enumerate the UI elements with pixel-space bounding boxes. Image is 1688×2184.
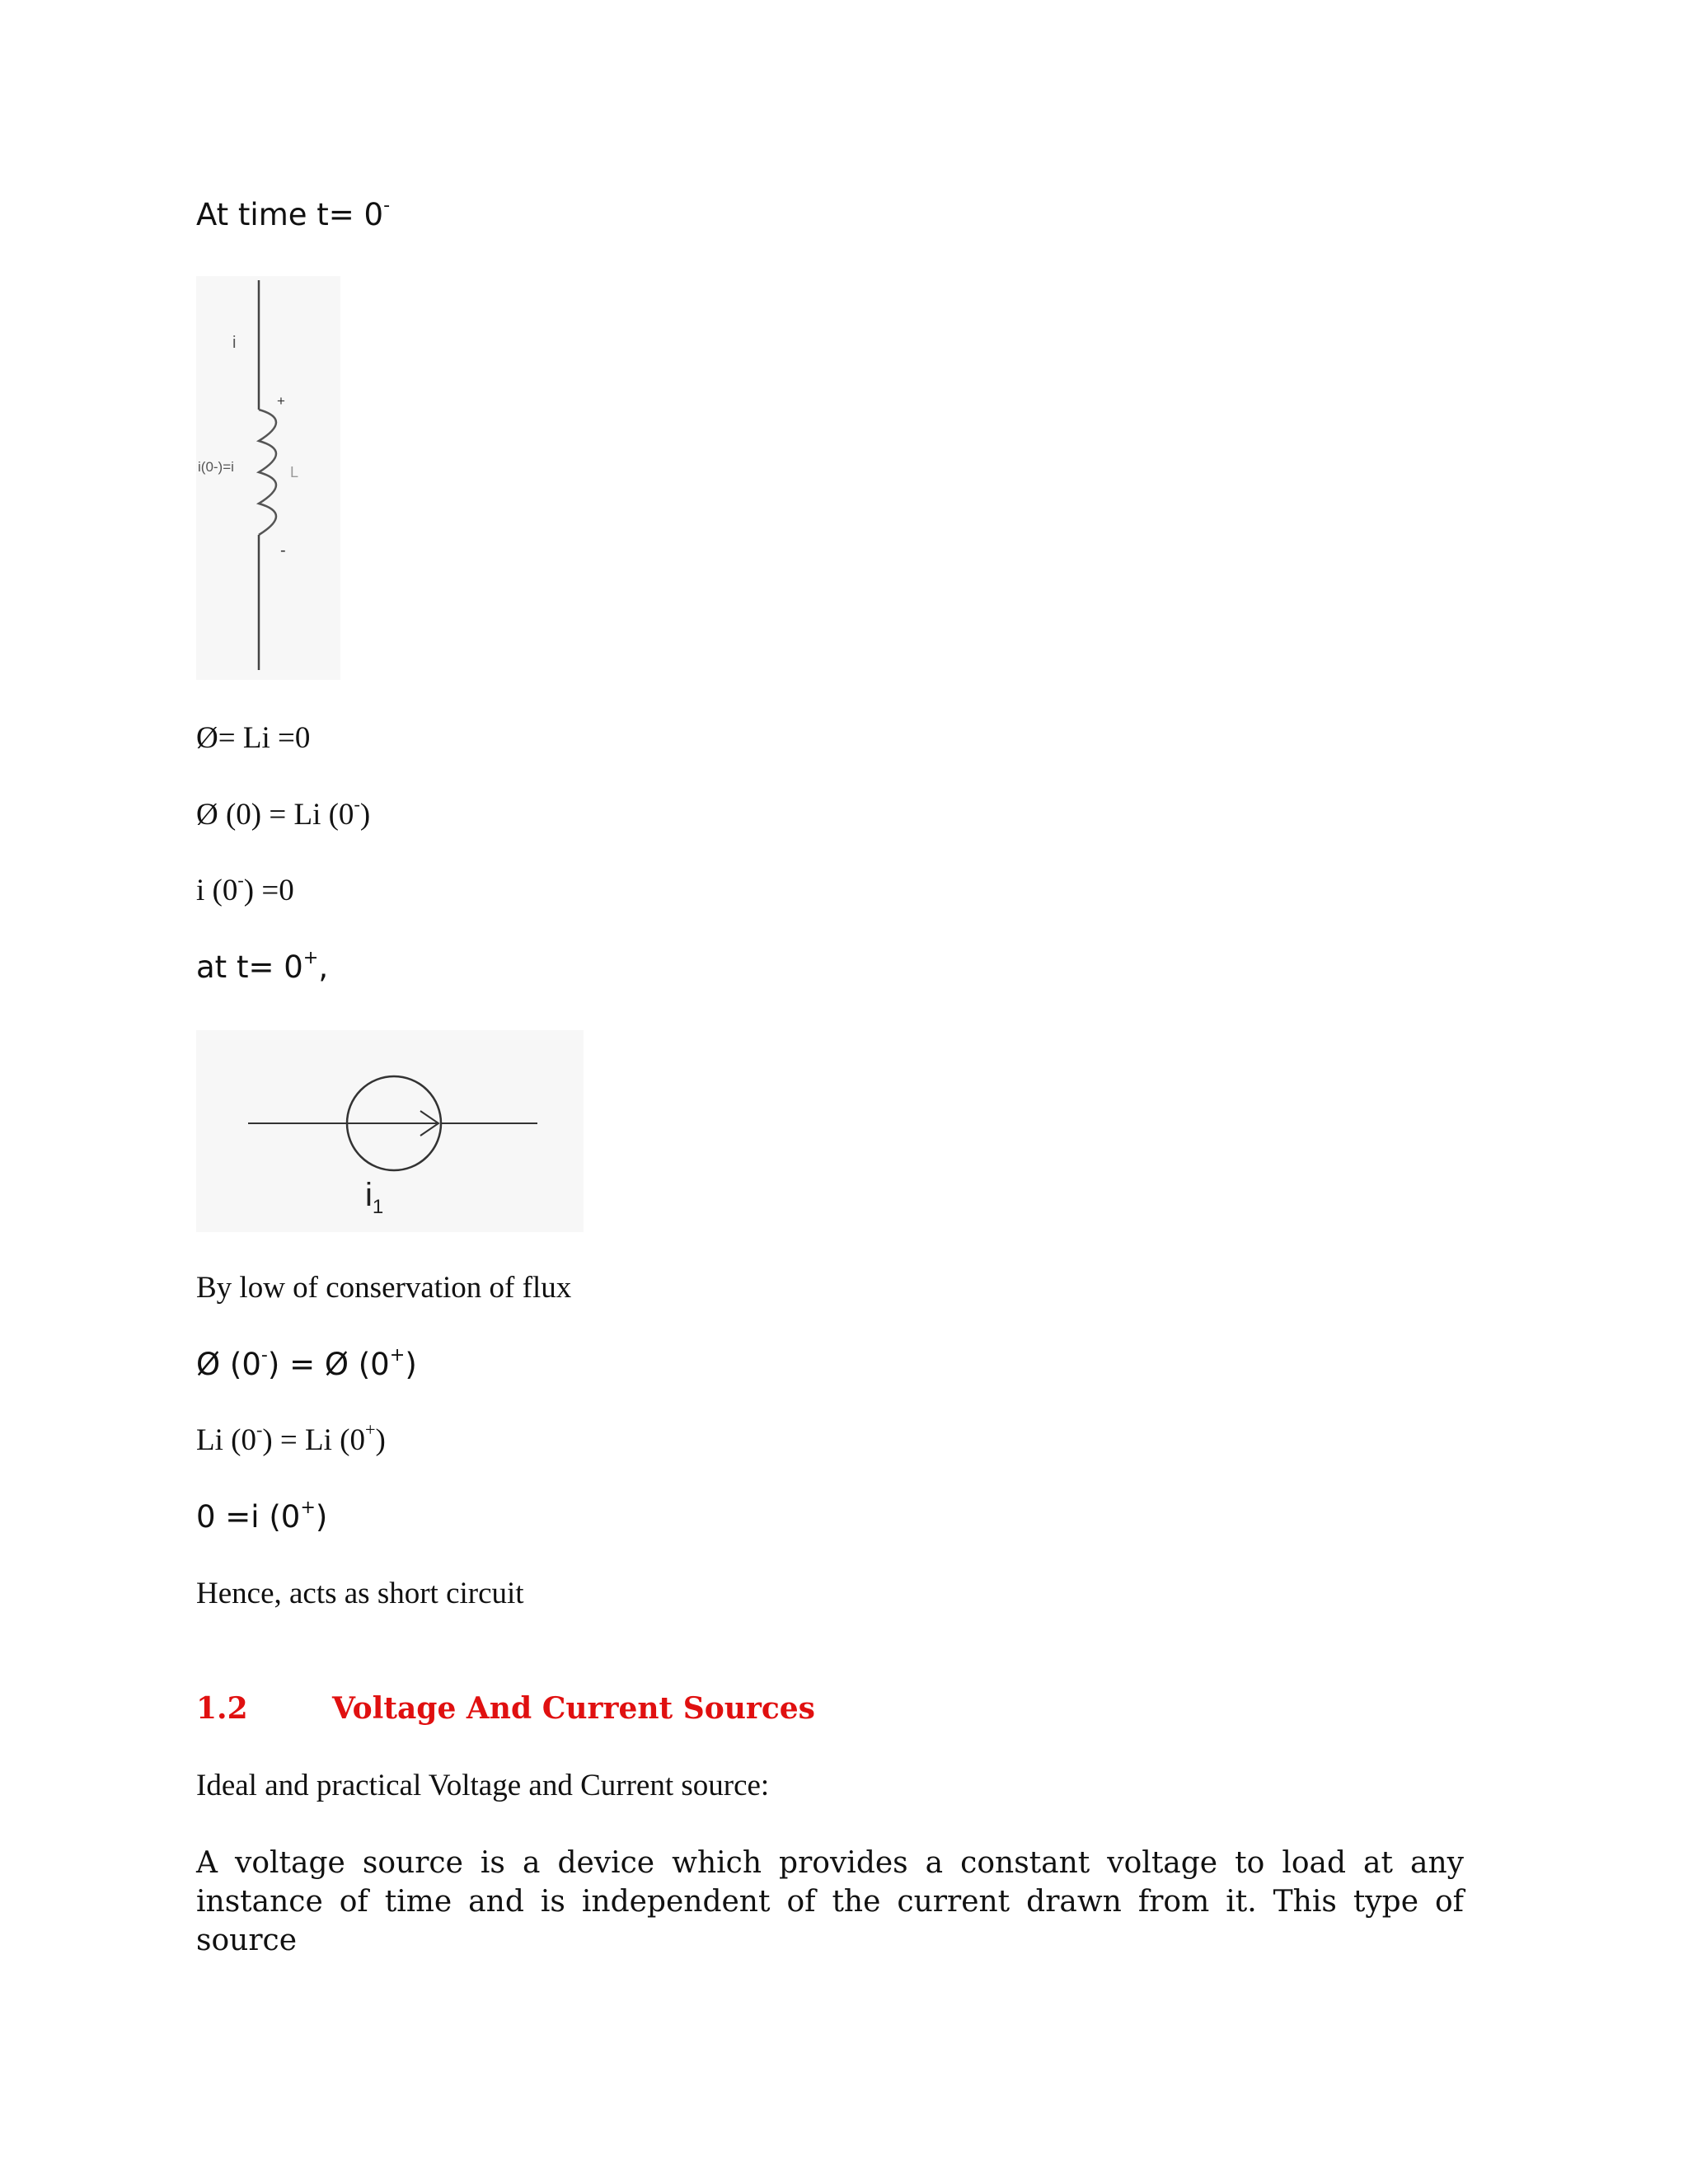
source-current-symbol: i <box>365 1177 373 1213</box>
eq-sup: - <box>354 794 360 815</box>
eq-part: ) = Li (0 <box>262 1423 365 1457</box>
eq-part: 0 =i (0 <box>196 1499 301 1535</box>
current-zero-equation <box>196 869 294 910</box>
inductor-L-label: L <box>290 464 299 480</box>
conclusion-statement: Hence, acts as short circuit <box>196 1577 524 1610</box>
eq-part: , <box>318 949 329 985</box>
section-number: 1.2 <box>196 1691 248 1726</box>
inductor-initial-current-label: i(0-)=i <box>198 459 234 475</box>
eq-part: Ø (0) = Li (0 <box>196 798 354 832</box>
time-label-text: At time t= 0 <box>196 197 384 232</box>
eq-part: at t= 0 <box>196 949 303 985</box>
current-source-figure <box>196 1030 584 1232</box>
eq-sup: - <box>237 869 244 891</box>
section-title: Voltage And Current Sources <box>332 1691 815 1726</box>
eq-part: ) =0 <box>243 874 294 907</box>
eq-part: ) <box>359 798 371 832</box>
eq-sup: + <box>389 1344 406 1366</box>
eq-part: ) = Ø (0 <box>267 1347 390 1382</box>
li-conservation-equation <box>196 1419 386 1460</box>
zero-current-equation <box>196 1498 327 1536</box>
flux-conservation-equation <box>196 1346 417 1384</box>
source-current-subscript: 1 <box>372 1196 384 1218</box>
eq-part: ) <box>405 1347 417 1382</box>
eq-part: i (0 <box>196 874 238 907</box>
inductor-figure <box>196 276 340 680</box>
eq-sup: - <box>260 1344 268 1366</box>
eq-part: ) <box>315 1499 328 1535</box>
paragraph-line: instance of time and is independent of the current drawn from it. This type of source <box>196 1885 1464 1957</box>
subheading: Ideal and practical Voltage and Current source: <box>196 1769 770 1802</box>
inductor-plus-label: + <box>277 393 285 409</box>
flux-at-zero-equation <box>196 796 370 834</box>
eq-part: Li (0 <box>196 1423 256 1457</box>
source-current-label <box>365 1177 384 1218</box>
conservation-statement: By low of conservation of flux <box>196 1271 572 1305</box>
eq-sup: - <box>256 1419 263 1441</box>
eq-part: ) <box>375 1423 386 1457</box>
flux-equation: Ø= Li =0 <box>196 721 311 755</box>
current-source-diagram <box>196 1030 584 1232</box>
eq-sup: + <box>300 1497 316 1519</box>
time-label-before <box>196 196 390 234</box>
inductor-current-label: i <box>232 334 237 352</box>
paragraph-line: A voltage source is a device which provides a constant voltage to load at any <box>196 1846 1464 1880</box>
inductor-minus-label: - <box>280 541 286 560</box>
eq-sup: + <box>364 1419 376 1441</box>
body-paragraph <box>196 1844 1464 1960</box>
time-label-after <box>196 949 328 987</box>
eq-sup: + <box>302 947 319 969</box>
time-label-sup: - <box>383 194 391 217</box>
eq-part: Ø (0 <box>196 1347 261 1382</box>
inductor-diagram <box>196 276 340 680</box>
